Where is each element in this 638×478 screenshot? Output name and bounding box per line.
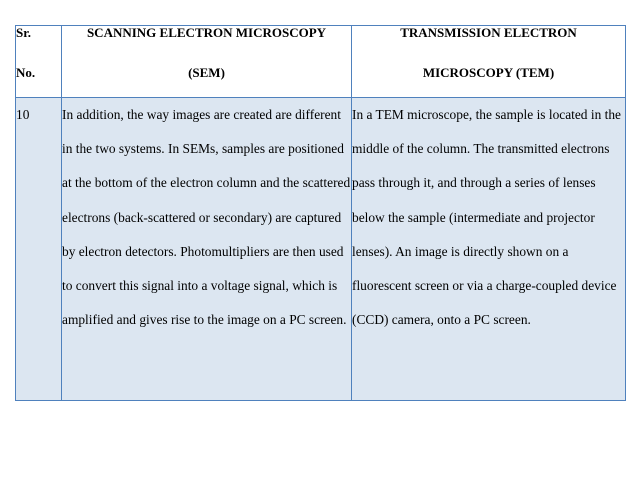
row-number: 10 bbox=[16, 98, 62, 401]
header-sem-line2: (SEM) bbox=[188, 65, 225, 80]
header-tem-line2: MICROSCOPY (TEM) bbox=[422, 65, 555, 80]
header-tem bbox=[352, 26, 626, 98]
comparison-table bbox=[15, 25, 626, 401]
header-sem-line1: SCANNING ELECTRON MICROSCOPY bbox=[86, 25, 327, 40]
header-sr-line1: Sr. bbox=[16, 25, 32, 40]
row-sem-text: In addition, the way images are created are different in the two systems. In SEMs, samples are positioned at the bottom of the electron column and the scattered electrons (back-scattered or secondary) are captured by electron detectors. Photomultipliers are then used to convert this signal into a voltage signal, which is amplified and gives rise to the image on a PC screen. bbox=[62, 98, 352, 401]
header-sr-line2: No. bbox=[16, 65, 36, 80]
header-tem-line1: TRANSMISSION ELECTRON bbox=[400, 25, 577, 40]
header-sr-no bbox=[16, 26, 62, 98]
header-sem bbox=[62, 26, 352, 98]
row-tem-text: In a TEM microscope, the sample is located in the middle of the column. The transmitted electrons pass through it, and through a series of lenses below the sample (intermediate and projector lenses). An image is directly shown on a fluorescent screen or via a charge-coupled device (CCD) camera, onto a PC screen. bbox=[352, 98, 626, 401]
table-row bbox=[16, 98, 626, 401]
header-row bbox=[16, 26, 626, 98]
